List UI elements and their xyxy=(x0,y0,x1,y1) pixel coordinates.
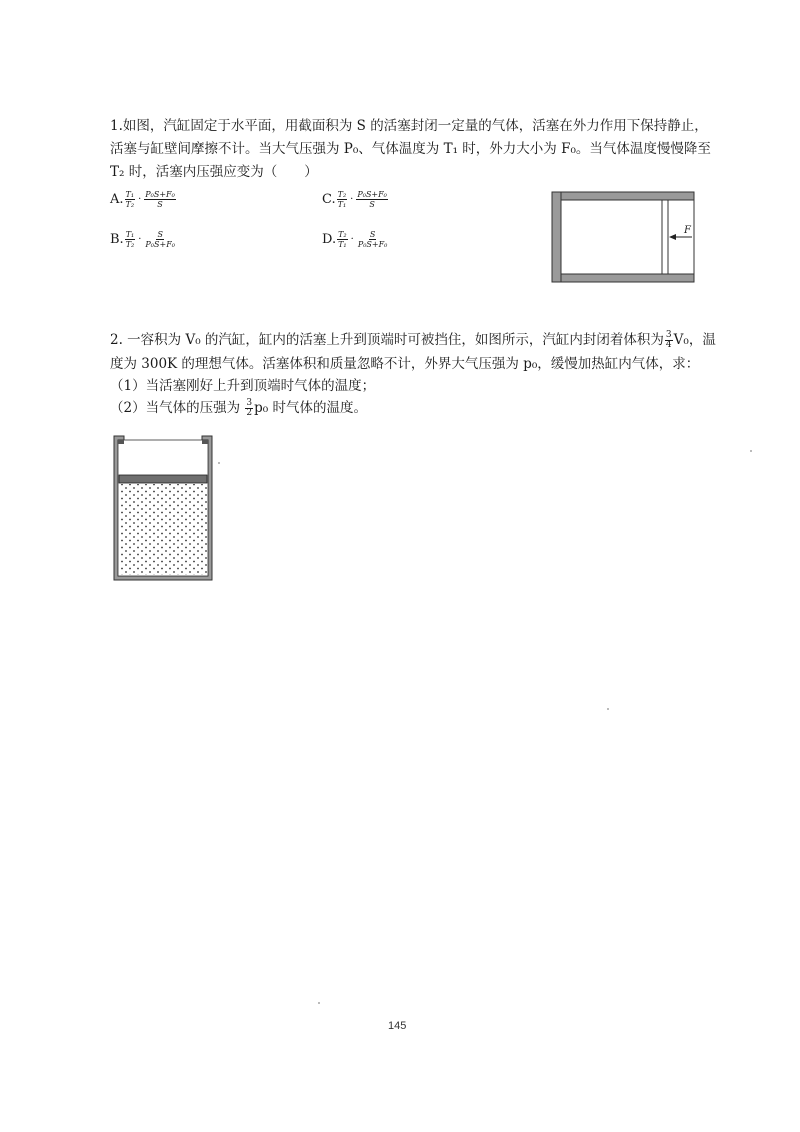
q2-line4 xyxy=(110,398,367,418)
dot-operator: · xyxy=(138,194,142,205)
option-fraction-2: $\frac{\text{P₀S+F₀}}{S}$ xyxy=(145,190,175,209)
q2-line4-tail: p₀ 时气体的温度。 xyxy=(254,400,367,416)
q1-option-a xyxy=(110,190,177,209)
option-label: D. xyxy=(322,232,337,247)
q1-option-d xyxy=(322,230,389,249)
dot-operator: · xyxy=(350,234,354,245)
pressure-fraction: $\frac{3}{2}$ xyxy=(246,398,253,418)
option-fraction-2: $\frac{S}{\text{P₀S+F₀}}$ xyxy=(357,230,388,249)
scan-speck xyxy=(218,462,220,464)
option-fraction-1: $\frac{\text{T₂}}{\text{T₁}}$ xyxy=(338,230,347,249)
option-fraction-1: $\frac{\text{T₁}}{\text{T₂}}$ xyxy=(125,230,135,249)
left-stop xyxy=(118,440,124,444)
volume-fraction: $\frac{3}{4}$ xyxy=(665,330,672,350)
horizontal-cylinder-diagram xyxy=(540,188,700,288)
q2-line1-tail: V₀，温 xyxy=(673,332,716,348)
q1-line1: 1.如图，汽缸固定于水平面，用截面积为 S 的活塞封闭一定量的气体，活塞在外力作用下保持静止， xyxy=(110,118,708,134)
vertical-cylinder-diagram xyxy=(108,430,218,582)
q2-line4-text: （2）当气体的压强为 xyxy=(110,400,241,416)
option-fraction-1: $\frac{\text{T₁}}{\text{T₂}}$ xyxy=(125,190,135,209)
piston xyxy=(662,200,668,274)
option-label: C. xyxy=(322,192,336,207)
cylinder-top-wall xyxy=(552,192,694,200)
right-stop xyxy=(202,440,208,444)
q1-option-b xyxy=(110,230,177,249)
q2-line1 xyxy=(110,330,716,350)
q1-option-c xyxy=(322,190,389,209)
option-label: B. xyxy=(110,232,124,247)
option-fraction-2: $\frac{\text{P₀S+F₀}}{S}$ xyxy=(357,190,387,209)
page-number: 145 xyxy=(388,1020,407,1032)
piston xyxy=(119,475,207,483)
dot-operator: · xyxy=(350,194,354,205)
q1-line2: 活塞与缸壁间摩擦不计。当大气压强为 P₀、气体温度为 T₁ 时，外力大小为 F₀。当气体温度慢慢降至 xyxy=(110,141,711,157)
scan-speck xyxy=(607,708,609,710)
q2-line3: （1）当活塞刚好上升到顶端时气体的温度； xyxy=(110,378,376,394)
dot-operator: · xyxy=(138,234,142,245)
q2-line1-text: 2. 一容积为 V₀ 的汽缸，缸内的活塞上升到顶端时可被挡住，如图所示，汽缸内封闭着体积为 xyxy=(110,332,664,348)
scan-speck xyxy=(318,1002,320,1004)
q1-line3: T₂ 时，活塞内压强应变为（ ） xyxy=(110,164,318,180)
option-fraction-1: $\frac{\text{T₂}}{\text{T₁}}$ xyxy=(337,190,347,209)
cylinder-left-wall xyxy=(552,192,561,282)
gas-region xyxy=(119,484,207,575)
cylinder-bottom-wall xyxy=(552,274,694,282)
scan-speck xyxy=(750,450,752,452)
option-label: A. xyxy=(110,192,124,207)
force-label: F xyxy=(684,225,691,236)
q2-line2: 度为 300K 的理想气体。活塞体积和质量忽略不计，外界大气压强为 p₀，缓慢加热缸内气体，求： xyxy=(110,356,700,372)
option-fraction-2: $\frac{S}{\text{P₀S+F₀}}$ xyxy=(145,230,175,249)
